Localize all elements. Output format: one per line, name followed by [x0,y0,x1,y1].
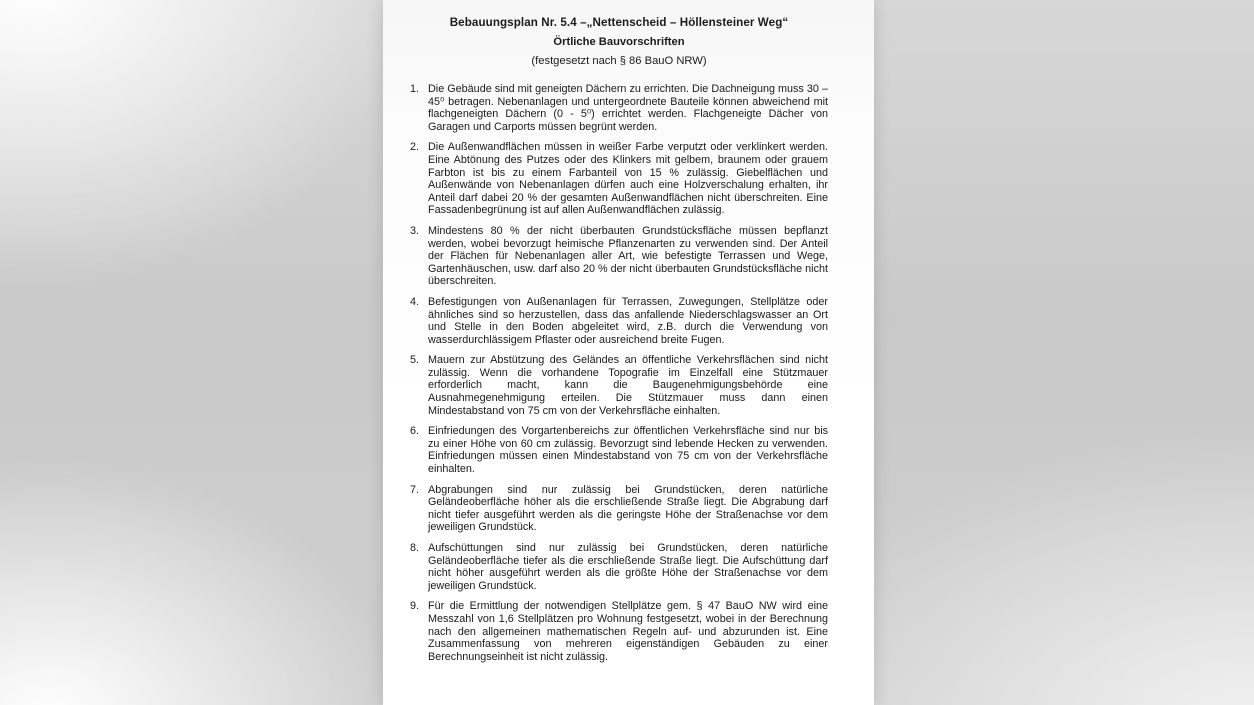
regulation-item-3 [410,225,828,288]
document-title: Bebauungsplan Nr. 5.4 –„Nettenscheid – Höllensteiner Weg“ [449,16,789,29]
item-text: Mindestens 80 % der nicht überbauten Grundstücksfläche müssen bepflanzt werden, wobei bevorzugt heimische Pflanzenarten zu verwenden sind. Der Anteil der Flächen für Nebenanlagen aller Art, wie befestigte Terrassen und Wege, Gartenhäuschen, usw. darf also 20 % der nicht überbauten Grundstücksfläche nicht überschreiten. [428,224,828,288]
item-text: Aufschüttungen sind nur zulässig bei Grundstücken, deren natürliche Geländeoberfläche tiefer als die erschließende Straße liegt. Die Aufschüttung darf nicht höher ausgeführt werden als die größte Höhe der Straßenachse vor dem jeweiligen Grundstück. [428,542,828,592]
item-text: Für die Ermittlung der notwendigen Stellplätze gem. § 47 BauO NW wird eine Messzahl von 1,6 Stellplätzen pro Wohnung festgesetzt, wobei in der Berechnung nach den allgemeinen mathematischen Regeln auf- und abzurunden ist. Eine Zusammenfassung von mehreren eigenständigen Gebäuden zu einer Berechnungseinheit ist nicht zulässig. [428,600,828,663]
regulation-item-6 [410,425,828,475]
regulation-list [410,83,828,663]
document-page [383,0,874,705]
regulation-item-4 [410,296,828,346]
document-subtitle: Örtliche Bauvorschriften [553,36,685,48]
item-number: 4. [410,295,420,308]
item-number: 2. [410,141,420,154]
item-number: 6. [410,425,420,438]
item-number: 3. [410,224,420,237]
item-text: Die Außenwandflächen müssen in weißer Farbe verputzt oder verklinkert werden. Eine Abtönung des Putzes oder des Klinkers mit gelbem, braunem oder grauem Farbton ist bis zu einem Farbanteil von 15 % zulässig. Giebelflächen und Außenwände von Nebenanlagen dürfen auch eine Holzverschalung erhalten, ihr Anteil darf dabei 20 % der gesamten Außenwandflächen nicht überschreiten. Eine Fassadenbegrünung ist auf allen Außenwandflächen zulässig. [428,141,828,217]
document-legal-note: (festgesetzt nach § 86 BauO NRW) [531,55,707,67]
regulation-item-9 [410,600,828,663]
regulation-item-7 [410,484,828,534]
document-content [410,17,828,671]
item-text: Die Gebäude sind mit geneigten Dächern zu errichten. Die Dachneigung muss 30 – 45⁰ betragen. Nebenanlagen und untergeordnete Bauteile können abweichend mit flachgeneigten Dächern (0 - 5⁰) errichtet werden. Flachgeneigte Dächer von Garagen und Carports müssen begrünt werden. [428,83,828,133]
item-text: Befestigungen von Außenanlagen für Terrassen, Zuwegungen, Stellplätze oder ähnliches sind so herzustellen, dass das anfallende Niederschlagswasser an Ort und Stelle in den Boden abgeleitet wird, z.B. durch die Verwendung von wasserdurchlässigem Pflaster oder ausreichend breite Fugen. [428,295,828,346]
item-text: Einfriedungen des Vorgartenbereichs zur öffentlichen Verkehrsfläche sind nur bis zu einer Höhe von 60 cm zulässig. Bevorzugt sind lebende Hecken zu verwenden. Einfriedungen müssen einen Mindestabstand von 75 cm von der Verkehrsfläche einhalten. [428,425,828,476]
regulation-item-8 [410,542,828,592]
item-number: 1. [410,83,420,95]
document-header [410,17,828,67]
regulation-item-1 [410,83,828,133]
regulation-item-2 [410,141,828,217]
item-number: 7. [410,483,420,496]
item-text: Mauern zur Abstützung des Geländes an öffentliche Verkehrsflächen sind nicht zulässig. Wenn die vorhandene Topografie im Einzelfall eine Stützmauer erforderlich macht, kann die Baugenehmigungsbehörde eine Ausnahmegenehmigung erteilen. Die Stützmauer muss dann einen Mindestabstand von 75 cm von der Verkehrsfläche einhalten. [428,354,828,417]
item-number: 5. [410,354,420,367]
item-number: 9. [410,600,420,613]
regulation-item-5 [410,354,828,417]
item-text: Abgrabungen sind nur zulässig bei Grundstücken, deren natürliche Geländeoberfläche höher als die erschließende Straße liegt. Die Abgrabung darf nicht tiefer ausgeführt werden als die geringste Höhe der Straßenachse vor dem jeweiligen Grundstück. [428,483,828,534]
item-number: 8. [410,542,420,554]
